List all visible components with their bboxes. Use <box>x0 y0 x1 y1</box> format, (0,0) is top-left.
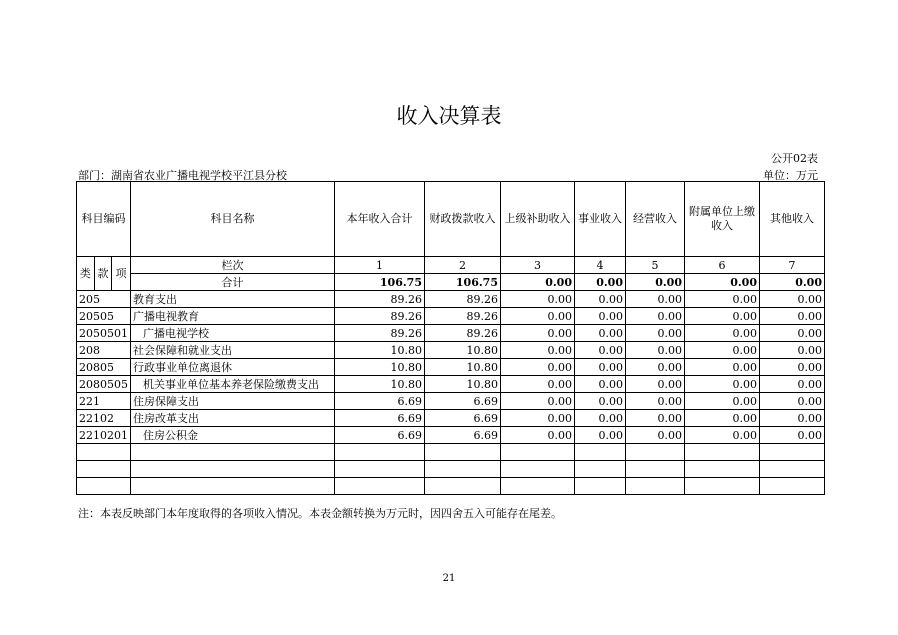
row-value: 6.69 <box>425 427 501 444</box>
column-number-row <box>77 257 825 274</box>
row-value: 0.00 <box>575 325 626 342</box>
row-value: 0.00 <box>626 291 685 308</box>
table-row <box>77 376 825 393</box>
total-row <box>77 274 825 291</box>
row-value: 0.00 <box>575 291 626 308</box>
row-name: 机关事业单位基本养老保险缴费支出 <box>131 376 335 393</box>
col-number: 2 <box>425 257 501 274</box>
row-name: 教育支出 <box>131 291 335 308</box>
row-name: 住房公积金 <box>131 427 335 444</box>
row-value: 0.00 <box>575 359 626 376</box>
row-value: 6.69 <box>335 393 425 410</box>
header-business: 事业收入 <box>575 182 626 257</box>
row-value: 0.00 <box>760 410 825 427</box>
row-name: 住房保障支出 <box>131 393 335 410</box>
table-row <box>77 427 825 444</box>
row-code: 22102 <box>77 410 131 427</box>
row-value: 0.00 <box>626 342 685 359</box>
row-name: 社会保障和就业支出 <box>131 342 335 359</box>
row-value: 0.00 <box>760 359 825 376</box>
row-value: 6.69 <box>335 427 425 444</box>
row-value: 10.80 <box>335 376 425 393</box>
header-lei: 类 <box>77 257 95 291</box>
row-value: 0.00 <box>501 308 575 325</box>
row-value: 89.26 <box>425 325 501 342</box>
page-title: 收入决算表 <box>396 104 502 128</box>
table-row <box>77 308 825 325</box>
total-label: 合计 <box>131 274 335 291</box>
row-value: 89.26 <box>335 308 425 325</box>
row-value: 0.00 <box>685 291 760 308</box>
row-name: 行政事业单位离退休 <box>131 359 335 376</box>
row-value: 0.00 <box>501 427 575 444</box>
row-value: 89.26 <box>425 291 501 308</box>
row-value: 0.00 <box>501 359 575 376</box>
unit-label: 单位：万元 <box>763 169 818 182</box>
row-code: 208 <box>77 342 131 359</box>
row-value: 0.00 <box>501 376 575 393</box>
total-value: 0.00 <box>501 274 575 291</box>
header-affiliated: 附属单位上缴收入 <box>685 182 760 257</box>
table-row <box>77 393 825 410</box>
row-value: 0.00 <box>760 427 825 444</box>
row-value: 0.00 <box>501 325 575 342</box>
row-value: 0.00 <box>575 308 626 325</box>
empty-row <box>77 461 825 478</box>
col-number: 6 <box>685 257 760 274</box>
row-value: 0.00 <box>760 393 825 410</box>
department-label: 部门：湖南省农业广播电视学校平江县分校 <box>78 169 287 182</box>
table-row <box>77 325 825 342</box>
page-number: 21 <box>442 573 456 584</box>
row-value: 0.00 <box>626 359 685 376</box>
row-value: 0.00 <box>760 291 825 308</box>
header-name: 科目名称 <box>131 182 335 257</box>
header-kuan: 款 <box>94 257 112 291</box>
row-value: 6.69 <box>335 410 425 427</box>
row-value: 0.00 <box>685 342 760 359</box>
row-code: 20505 <box>77 308 131 325</box>
row-value: 6.69 <box>425 410 501 427</box>
row-code: 205 <box>77 291 131 308</box>
row-value: 0.00 <box>626 325 685 342</box>
table-row <box>77 342 825 359</box>
header-fiscal: 财政拨款收入 <box>425 182 501 257</box>
col-number: 3 <box>501 257 575 274</box>
header-total: 本年收入合计 <box>335 182 425 257</box>
row-value: 0.00 <box>575 393 626 410</box>
row-value: 0.00 <box>626 308 685 325</box>
table-row <box>77 410 825 427</box>
row-value: 0.00 <box>760 376 825 393</box>
row-value: 0.00 <box>575 376 626 393</box>
row-name: 广播电视学校 <box>131 325 335 342</box>
row-value: 0.00 <box>685 393 760 410</box>
footnote: 注：本表反映部门本年度取得的各项收入情况。本表金额转换为万元时，因四舍五入可能存在尾差。 <box>78 507 562 520</box>
row-value: 0.00 <box>626 393 685 410</box>
col-number: 7 <box>760 257 825 274</box>
col-number: 5 <box>626 257 685 274</box>
row-value: 10.80 <box>425 359 501 376</box>
row-value: 89.26 <box>335 291 425 308</box>
empty-row <box>77 478 825 495</box>
header-other: 其他收入 <box>760 182 825 257</box>
header-operating: 经营收入 <box>626 182 685 257</box>
row-value: 10.80 <box>335 359 425 376</box>
col-number: 4 <box>575 257 626 274</box>
row-code: 20805 <box>77 359 131 376</box>
row-value: 10.80 <box>335 342 425 359</box>
form-code: 公开02表 <box>771 152 818 165</box>
table-row <box>77 291 825 308</box>
table-row <box>77 359 825 376</box>
row-value: 0.00 <box>685 376 760 393</box>
row-value: 0.00 <box>575 342 626 359</box>
row-value: 0.00 <box>685 427 760 444</box>
row-name: 广播电视教育 <box>131 308 335 325</box>
col-number: 1 <box>335 257 425 274</box>
row-value: 0.00 <box>626 427 685 444</box>
row-value: 0.00 <box>501 342 575 359</box>
row-code: 2080505 <box>77 376 131 393</box>
row-code: 2210201 <box>77 427 131 444</box>
row-value: 89.26 <box>425 308 501 325</box>
row-value: 0.00 <box>501 393 575 410</box>
row-value: 10.80 <box>425 342 501 359</box>
row-value: 0.00 <box>626 376 685 393</box>
row-value: 0.00 <box>575 427 626 444</box>
header-xiang: 项 <box>112 257 131 291</box>
row-code: 2050501 <box>77 325 131 342</box>
total-value: 0.00 <box>626 274 685 291</box>
total-value: 106.75 <box>425 274 501 291</box>
row-value: 0.00 <box>501 291 575 308</box>
row-value: 0.00 <box>760 308 825 325</box>
empty-row <box>77 444 825 461</box>
total-value: 106.75 <box>335 274 425 291</box>
header-code: 科目编码 <box>77 182 131 257</box>
total-value: 0.00 <box>760 274 825 291</box>
header-row <box>77 182 825 257</box>
row-value: 0.00 <box>685 308 760 325</box>
total-value: 0.00 <box>575 274 626 291</box>
row-name: 住房改革支出 <box>131 410 335 427</box>
row-value: 6.69 <box>425 393 501 410</box>
row-value: 0.00 <box>760 342 825 359</box>
row-value: 0.00 <box>501 410 575 427</box>
lanci-label: 栏次 <box>131 257 335 274</box>
row-value: 0.00 <box>685 359 760 376</box>
row-value: 10.80 <box>425 376 501 393</box>
row-value: 89.26 <box>335 325 425 342</box>
row-value: 0.00 <box>685 325 760 342</box>
row-code: 221 <box>77 393 131 410</box>
row-value: 0.00 <box>575 410 626 427</box>
row-value: 0.00 <box>760 325 825 342</box>
total-value: 0.00 <box>685 274 760 291</box>
header-superior: 上级补助收入 <box>501 182 575 257</box>
row-value: 0.00 <box>685 410 760 427</box>
income-table <box>76 181 825 495</box>
row-value: 0.00 <box>626 410 685 427</box>
